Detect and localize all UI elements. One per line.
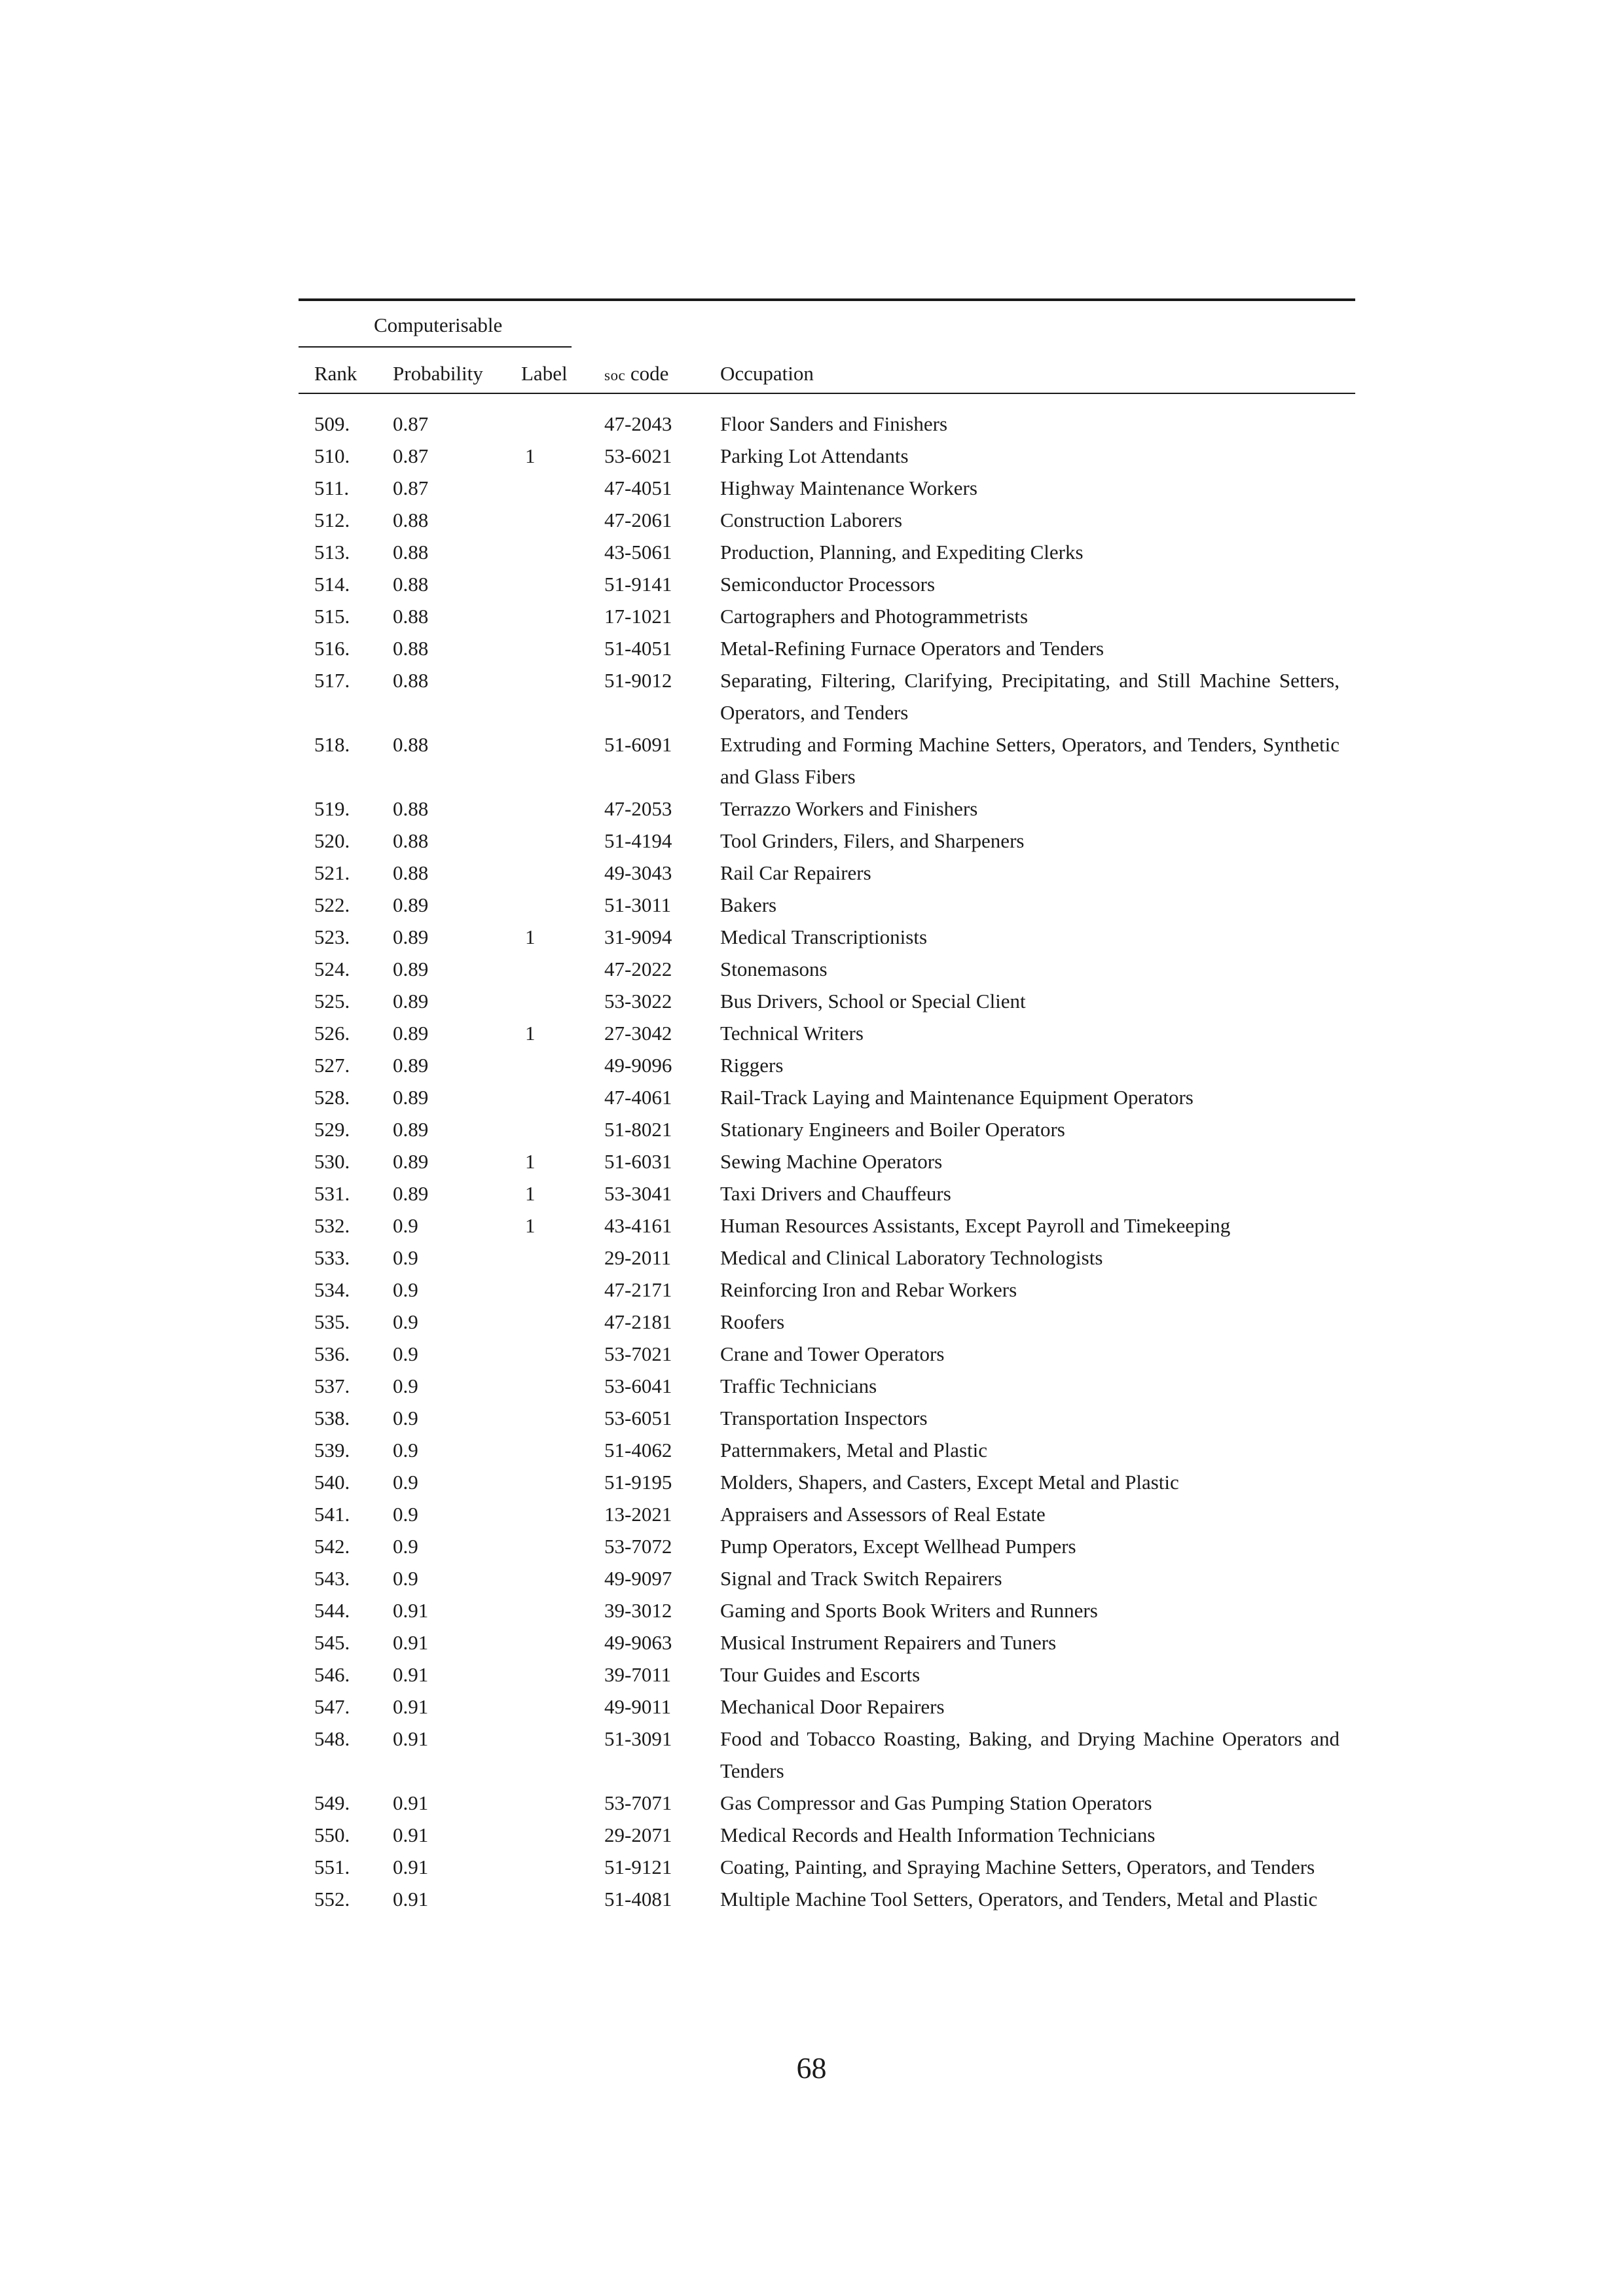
rank-cell: 549. — [314, 1791, 350, 1814]
occupation-cell: Pump Operators, Except Wellhead Pumpers — [720, 1535, 1076, 1558]
rank-cell: 535. — [314, 1310, 350, 1333]
soc-code-cell: 49-3043 — [604, 861, 672, 884]
soc-code-cell: 51-4051 — [604, 637, 672, 660]
table-row — [299, 504, 1355, 536]
probability-cell: 0.88 — [393, 669, 429, 692]
occupation-cell: Highway Maintenance Workers — [720, 476, 977, 499]
soc-code-cell: 53-3022 — [604, 990, 672, 1013]
table-row — [299, 1306, 1355, 1338]
column-group-rule — [299, 346, 572, 348]
soc-code-cell: 51-9012 — [604, 669, 672, 692]
probability-cell: 0.88 — [393, 829, 429, 852]
table-row — [299, 1530, 1355, 1562]
soc-code-cell: 43-4161 — [604, 1214, 672, 1237]
occupation-cell: Medical and Clinical Laboratory Technologists — [720, 1246, 1103, 1269]
table-row — [299, 1113, 1355, 1145]
rank-cell: 519. — [314, 797, 350, 820]
table-row — [299, 536, 1355, 568]
table-row — [299, 1177, 1355, 1210]
rank-cell: 513. — [314, 541, 350, 564]
soc-code-cell: 29-2011 — [604, 1246, 672, 1269]
table-row — [299, 1819, 1355, 1851]
soc-code-cell: 47-4051 — [604, 476, 672, 499]
probability-cell: 0.89 — [393, 958, 429, 980]
rank-cell: 550. — [314, 1823, 350, 1846]
occupation-cell: Gas Compressor and Gas Pumping Station Operators — [720, 1791, 1152, 1814]
table-row — [299, 889, 1355, 921]
probability-cell: 0.87 — [393, 444, 429, 467]
soc-code-cell: 47-2053 — [604, 797, 672, 820]
occupation-cell: Reinforcing Iron and Rebar Workers — [720, 1278, 1017, 1301]
soc-code-cell: 47-2181 — [604, 1310, 672, 1333]
soc-code-cell: 53-7021 — [604, 1342, 672, 1365]
occupation-cell: Metal-Refining Furnace Operators and Tenders — [720, 637, 1104, 660]
occupation-cell: Production, Planning, and Expediting Clerks — [720, 541, 1084, 564]
rank-cell: 541. — [314, 1503, 350, 1526]
table-row — [299, 793, 1355, 825]
soc-code-word: code — [625, 362, 669, 385]
soc-code-cell: 51-9121 — [604, 1856, 672, 1878]
table-row — [299, 1049, 1355, 1081]
occupation-cell: Coating, Painting, and Spraying Machine Setters, Operators, and Tenders — [720, 1856, 1315, 1878]
table-row — [299, 440, 1355, 472]
label-cell: 1 — [525, 1214, 536, 1237]
probability-cell: 0.89 — [393, 1150, 429, 1173]
rank-cell: 534. — [314, 1278, 350, 1301]
soc-code-cell: 51-4194 — [604, 829, 672, 852]
occupation-cell: Stationary Engineers and Boiler Operators — [720, 1118, 1065, 1141]
soc-code-cell: 49-9096 — [604, 1054, 672, 1077]
rank-cell: 545. — [314, 1631, 350, 1654]
occupation-cell: Riggers — [720, 1054, 784, 1077]
rank-cell: 509. — [314, 412, 350, 435]
table-row — [299, 1338, 1355, 1370]
table-row — [299, 1691, 1355, 1723]
table-body — [299, 408, 1355, 1915]
rank-cell: 530. — [314, 1150, 350, 1173]
soc-code-cell: 53-6051 — [604, 1407, 672, 1429]
soc-code-cell: 47-2022 — [604, 958, 672, 980]
probability-cell: 0.89 — [393, 990, 429, 1013]
rank-cell: 542. — [314, 1535, 350, 1558]
probability-cell: 0.91 — [393, 1823, 429, 1846]
table-row — [299, 1562, 1355, 1594]
occupation-cell: Cartographers and Photogrammetrists — [720, 605, 1029, 628]
probability-cell: 0.9 — [393, 1439, 418, 1462]
rank-cell: 525. — [314, 990, 350, 1013]
soc-code-cell: 17-1021 — [604, 605, 672, 628]
soc-code-cell: 53-6021 — [604, 444, 672, 467]
label-cell: 1 — [525, 1150, 536, 1173]
table-row — [299, 600, 1355, 632]
probability-cell: 0.91 — [393, 1695, 429, 1718]
column-header-occupation: Occupation — [720, 362, 814, 385]
occupation-cell: Traffic Technicians — [720, 1374, 877, 1397]
table-row — [299, 1883, 1355, 1915]
probability-cell: 0.9 — [393, 1214, 418, 1237]
soc-code-cell: 51-6091 — [604, 733, 672, 756]
soc-code-cell: 47-2061 — [604, 509, 672, 531]
probability-cell: 0.89 — [393, 1086, 429, 1109]
soc-code-cell: 47-4061 — [604, 1086, 672, 1109]
probability-cell: 0.91 — [393, 1791, 429, 1814]
rank-cell: 533. — [314, 1246, 350, 1269]
rank-cell: 527. — [314, 1054, 350, 1077]
column-header-label: Label — [521, 362, 568, 385]
occupation-cell: Roofers — [720, 1310, 785, 1333]
rank-cell: 516. — [314, 637, 350, 660]
occupation-cell: Human Resources Assistants, Except Payroll and Timekeeping — [720, 1214, 1231, 1237]
rank-cell: 537. — [314, 1374, 350, 1397]
table-row — [299, 1402, 1355, 1434]
table-row — [299, 664, 1355, 728]
page-number: 68 — [796, 2051, 827, 2085]
table-row — [299, 1434, 1355, 1466]
probability-cell: 0.9 — [393, 1535, 418, 1558]
column-header-probability: Probability — [393, 362, 483, 385]
table-row — [299, 1594, 1355, 1626]
rank-cell: 523. — [314, 925, 350, 948]
table-row — [299, 1787, 1355, 1819]
rank-cell: 548. — [314, 1727, 350, 1750]
column-group-header: Computerisable — [374, 314, 503, 336]
rank-cell: 511. — [314, 476, 350, 499]
occupation-cell: Medical Records and Health Information Technicians — [720, 1823, 1156, 1846]
rank-cell: 520. — [314, 829, 350, 852]
rank-cell: 539. — [314, 1439, 350, 1462]
occupation-cell: Floor Sanders and Finishers — [720, 412, 948, 435]
soc-code-cell: 39-3012 — [604, 1599, 672, 1622]
occupation-cell: Tool Grinders, Filers, and Sharpeners — [720, 829, 1025, 852]
table-row — [299, 985, 1355, 1017]
soc-code-cell: 47-2171 — [604, 1278, 672, 1301]
probability-cell: 0.9 — [393, 1278, 418, 1301]
rank-cell: 531. — [314, 1182, 350, 1205]
probability-cell: 0.88 — [393, 797, 429, 820]
rank-cell: 532. — [314, 1214, 350, 1237]
occupation-cell: Appraisers and Assessors of Real Estate — [720, 1503, 1046, 1526]
occupation-cell: Taxi Drivers and Chauffeurs — [720, 1182, 951, 1205]
soc-code-cell: 49-9097 — [604, 1567, 672, 1590]
soc-code-cell: 51-8021 — [604, 1118, 672, 1141]
soc-code-cell: 31-9094 — [604, 925, 672, 948]
soc-code-cell: 49-9063 — [604, 1631, 672, 1654]
soc-abbreviation: soc — [604, 367, 626, 384]
table-row — [299, 1498, 1355, 1530]
occupation-cell: Rail Car Repairers — [720, 861, 871, 884]
label-cell: 1 — [525, 1182, 536, 1205]
rank-cell: 529. — [314, 1118, 350, 1141]
rank-cell: 512. — [314, 509, 350, 531]
probability-cell: 0.9 — [393, 1374, 418, 1397]
probability-cell: 0.9 — [393, 1471, 418, 1494]
occupation-cell: Rail-Track Laying and Maintenance Equipment Operators — [720, 1086, 1194, 1109]
soc-code-cell: 51-6031 — [604, 1150, 672, 1173]
soc-code-cell: 27-3042 — [604, 1022, 672, 1045]
table-row — [299, 568, 1355, 600]
rank-cell: 514. — [314, 573, 350, 596]
soc-code-cell: 29-2071 — [604, 1823, 672, 1846]
occupation-cell: Extruding and Forming Machine Setters, Operators, and Tenders, Synthetic and Glass Fibers — [720, 733, 1340, 788]
probability-cell: 0.91 — [393, 1888, 429, 1910]
rank-cell: 543. — [314, 1567, 350, 1590]
column-header-soc-code — [604, 361, 668, 389]
soc-code-cell: 43-5061 — [604, 541, 672, 564]
rank-cell: 536. — [314, 1342, 350, 1365]
probability-cell: 0.9 — [393, 1503, 418, 1526]
occupation-cell: Musical Instrument Repairers and Tuners — [720, 1631, 1057, 1654]
rank-cell: 522. — [314, 893, 350, 916]
occupation-cell: Crane and Tower Operators — [720, 1342, 945, 1365]
rank-cell: 521. — [314, 861, 350, 884]
probability-cell: 0.89 — [393, 1118, 429, 1141]
table-row — [299, 1242, 1355, 1274]
occupation-cell: Semiconductor Processors — [720, 573, 936, 596]
probability-cell: 0.91 — [393, 1631, 429, 1654]
rank-cell: 552. — [314, 1888, 350, 1910]
table-row — [299, 921, 1355, 953]
occupation-cell: Stonemasons — [720, 958, 828, 980]
probability-cell: 0.89 — [393, 1022, 429, 1045]
table-header-rule — [299, 393, 1355, 394]
soc-code-cell: 51-9141 — [604, 573, 672, 596]
probability-cell: 0.89 — [393, 925, 429, 948]
soc-code-cell: 51-9195 — [604, 1471, 672, 1494]
table-row — [299, 1210, 1355, 1242]
occupation-cell: Gaming and Sports Book Writers and Runners — [720, 1599, 1098, 1622]
table-top-rule — [299, 298, 1355, 301]
probability-cell: 0.88 — [393, 733, 429, 756]
table-row — [299, 408, 1355, 440]
occupation-cell: Signal and Track Switch Repairers — [720, 1567, 1002, 1590]
occupation-cell: Terrazzo Workers and Finishers — [720, 797, 978, 820]
table-row — [299, 1274, 1355, 1306]
table-row — [299, 1659, 1355, 1691]
table-row — [299, 1851, 1355, 1883]
probability-cell: 0.91 — [393, 1856, 429, 1878]
soc-code-cell: 51-3091 — [604, 1727, 672, 1750]
occupation-cell: Multiple Machine Tool Setters, Operators, and Tenders, Metal and Plastic — [720, 1888, 1318, 1910]
table-row — [299, 472, 1355, 504]
occupation-cell: Mechanical Door Repairers — [720, 1695, 945, 1718]
occupation-cell: Sewing Machine Operators — [720, 1150, 943, 1173]
rank-cell: 518. — [314, 733, 350, 756]
table-row — [299, 825, 1355, 857]
soc-code-cell: 47-2043 — [604, 412, 672, 435]
rank-cell: 526. — [314, 1022, 350, 1045]
table-row — [299, 1626, 1355, 1659]
occupation-cell: Bakers — [720, 893, 777, 916]
soc-code-cell: 51-4081 — [604, 1888, 672, 1910]
occupation-cell: Parking Lot Attendants — [720, 444, 909, 467]
occupation-cell: Patternmakers, Metal and Plastic — [720, 1439, 988, 1462]
table-row — [299, 857, 1355, 889]
label-cell: 1 — [525, 444, 536, 467]
rank-cell: 528. — [314, 1086, 350, 1109]
soc-code-cell: 49-9011 — [604, 1695, 672, 1718]
table-row — [299, 1466, 1355, 1498]
rank-cell: 517. — [314, 669, 350, 692]
rank-cell: 551. — [314, 1856, 350, 1878]
rank-cell: 546. — [314, 1663, 350, 1686]
probability-cell: 0.91 — [393, 1599, 429, 1622]
soc-code-cell: 53-6041 — [604, 1374, 672, 1397]
label-cell: 1 — [525, 1022, 536, 1045]
rank-cell: 540. — [314, 1471, 350, 1494]
label-cell: 1 — [525, 925, 536, 948]
table-row — [299, 1370, 1355, 1402]
soc-code-cell: 13-2021 — [604, 1503, 672, 1526]
probability-cell: 0.88 — [393, 509, 429, 531]
probability-cell: 0.88 — [393, 861, 429, 884]
occupation-cell: Food and Tobacco Roasting, Baking, and Drying Machine Operators and Tenders — [720, 1727, 1340, 1782]
table-row — [299, 1723, 1355, 1787]
occupation-cell: Separating, Filtering, Clarifying, Precipitating, and Still Machine Setters, Operators, and Tenders — [720, 669, 1340, 724]
rank-cell: 538. — [314, 1407, 350, 1429]
probability-cell: 0.89 — [393, 1054, 429, 1077]
probability-cell: 0.89 — [393, 1182, 429, 1205]
rank-cell: 515. — [314, 605, 350, 628]
probability-cell: 0.9 — [393, 1342, 418, 1365]
rank-cell: 544. — [314, 1599, 350, 1622]
probability-cell: 0.88 — [393, 605, 429, 628]
occupation-cell: Construction Laborers — [720, 509, 903, 531]
soc-code-cell: 51-4062 — [604, 1439, 672, 1462]
probability-cell: 0.9 — [393, 1246, 418, 1269]
occupation-cell: Tour Guides and Escorts — [720, 1663, 921, 1686]
table-row — [299, 1017, 1355, 1049]
probability-cell: 0.9 — [393, 1310, 418, 1333]
probability-cell: 0.9 — [393, 1567, 418, 1590]
probability-cell: 0.88 — [393, 637, 429, 660]
occupation-cell: Medical Transcriptionists — [720, 925, 928, 948]
occupation-cell: Bus Drivers, School or Special Client — [720, 990, 1026, 1013]
probability-cell: 0.88 — [393, 573, 429, 596]
soc-code-cell: 53-3041 — [604, 1182, 672, 1205]
table-row — [299, 728, 1355, 793]
occupation-cell: Transportation Inspectors — [720, 1407, 928, 1429]
table-row — [299, 632, 1355, 664]
probability-cell: 0.91 — [393, 1727, 429, 1750]
rank-cell: 510. — [314, 444, 350, 467]
probability-cell: 0.87 — [393, 476, 429, 499]
soc-code-cell: 53-7072 — [604, 1535, 672, 1558]
rank-cell: 524. — [314, 958, 350, 980]
table-row — [299, 1081, 1355, 1113]
occupation-cell: Technical Writers — [720, 1022, 864, 1045]
probability-cell: 0.9 — [393, 1407, 418, 1429]
table-row — [299, 953, 1355, 985]
rank-cell: 547. — [314, 1695, 350, 1718]
table-row — [299, 1145, 1355, 1177]
probability-cell: 0.91 — [393, 1663, 429, 1686]
probability-cell: 0.87 — [393, 412, 429, 435]
column-header-rank: Rank — [314, 362, 357, 385]
probability-cell: 0.89 — [393, 893, 429, 916]
occupation-cell: Molders, Shapers, and Casters, Except Metal and Plastic — [720, 1471, 1179, 1494]
soc-code-cell: 51-3011 — [604, 893, 672, 916]
probability-cell: 0.88 — [393, 541, 429, 564]
soc-code-cell: 39-7011 — [604, 1663, 672, 1686]
soc-code-cell: 53-7071 — [604, 1791, 672, 1814]
